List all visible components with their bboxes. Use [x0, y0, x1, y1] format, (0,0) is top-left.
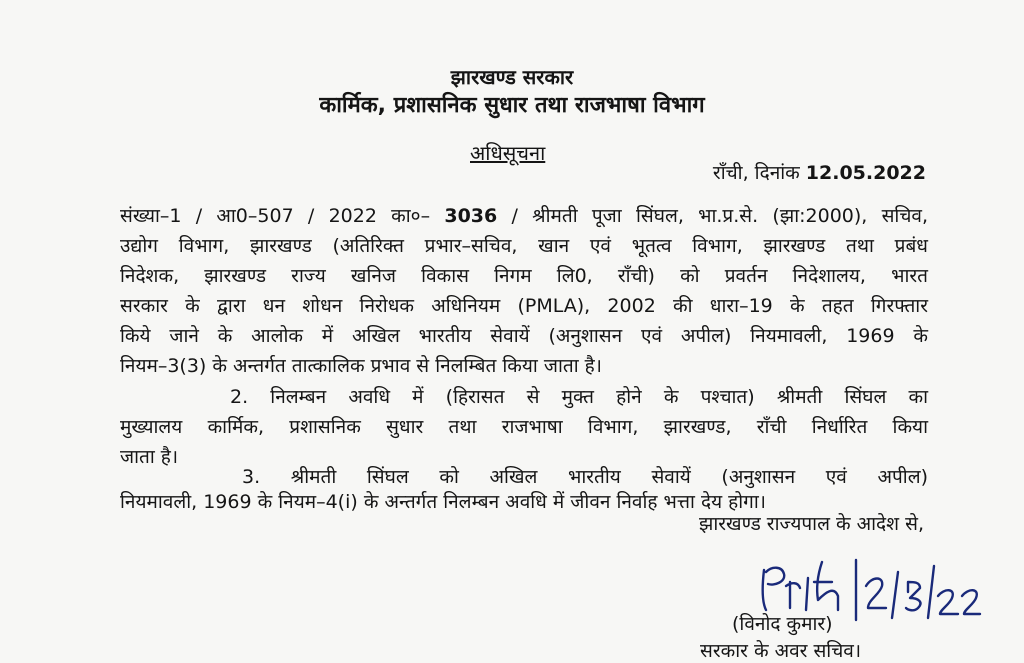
- para1-line: उद्योग विभाग, झारखण्ड (अतिरिक्त प्रभार–सचिव, खान एवं भूतत्व विभाग, झारखण्ड तथा प्रबंध: [120, 235, 928, 257]
- government-name: झारखण्ड सरकार: [450, 65, 574, 89]
- para1-line: सरकार के द्वारा धन शोधन निरोधक अधिनियम (PMLA), 2002 की धारा–19 के तहत गिरफ्तार: [120, 295, 928, 317]
- signer-designation: सरकार के अवर सचिव।: [700, 640, 862, 662]
- para3-line: 3. श्रीमती सिंघल को अखिल भारतीय सेवायें (अनुशासन एवं अपील): [242, 466, 928, 488]
- place-date: [713, 159, 926, 185]
- place-date-prefix: राँची, दिनांक: [712, 162, 800, 184]
- para2-line: जाता है।: [120, 446, 179, 468]
- reference-prefix: संख्या–1 / आ0–507 / 2022 का०–: [120, 205, 431, 227]
- governor-order-line: झारखण्ड राज्यपाल के आदेश से,: [698, 513, 924, 535]
- notification-title: अधिसूचना: [470, 141, 546, 165]
- para2-line: 2. निलम्बन अवधि में (हिरासत से मुक्त होने के पश्चात) श्रीमती सिंघल का: [230, 386, 928, 408]
- para1-line: किये जाने के आलोक में अखिल भारतीय सेवायें (अनुशासन एवं अपील) नियमावली, 1969 के: [120, 325, 928, 347]
- para3-line: नियमावली, 1969 के नियम–4(i) के अन्तर्गत निलम्बन अवधि में जीवन निर्वाह भत्ता देय होगा।: [120, 491, 766, 513]
- department-name: कार्मिक, प्रशासनिक सुधार तथा राजभाषा विभाग: [319, 93, 705, 118]
- para1-line: नियम–3(3) के अन्तर्गत तात्कालिक प्रभाव से निलम्बित किया जाता है।: [120, 355, 602, 377]
- para1-line1-rest: / श्रीमती पूजा सिंघल, भा.प्र.से. (झा:2000), सचिव,: [511, 205, 929, 227]
- signer-name: (विनोद कुमार): [732, 613, 833, 635]
- issue-date: 12.05.2022: [805, 162, 926, 184]
- para1-line: निदेशक, झारखण्ड राज्य खनिज विकास निगम लि0, राँची) को प्रवर्तन निदेशालय, भारत: [120, 265, 928, 287]
- reference-number: 3036: [444, 205, 498, 227]
- para1-line-1: [120, 201, 928, 231]
- para2-line: मुख्यालय कार्मिक, प्रशासनिक सुधार तथा राजभाषा विभाग, झारखण्ड, राँची निर्धारित किया: [120, 416, 928, 438]
